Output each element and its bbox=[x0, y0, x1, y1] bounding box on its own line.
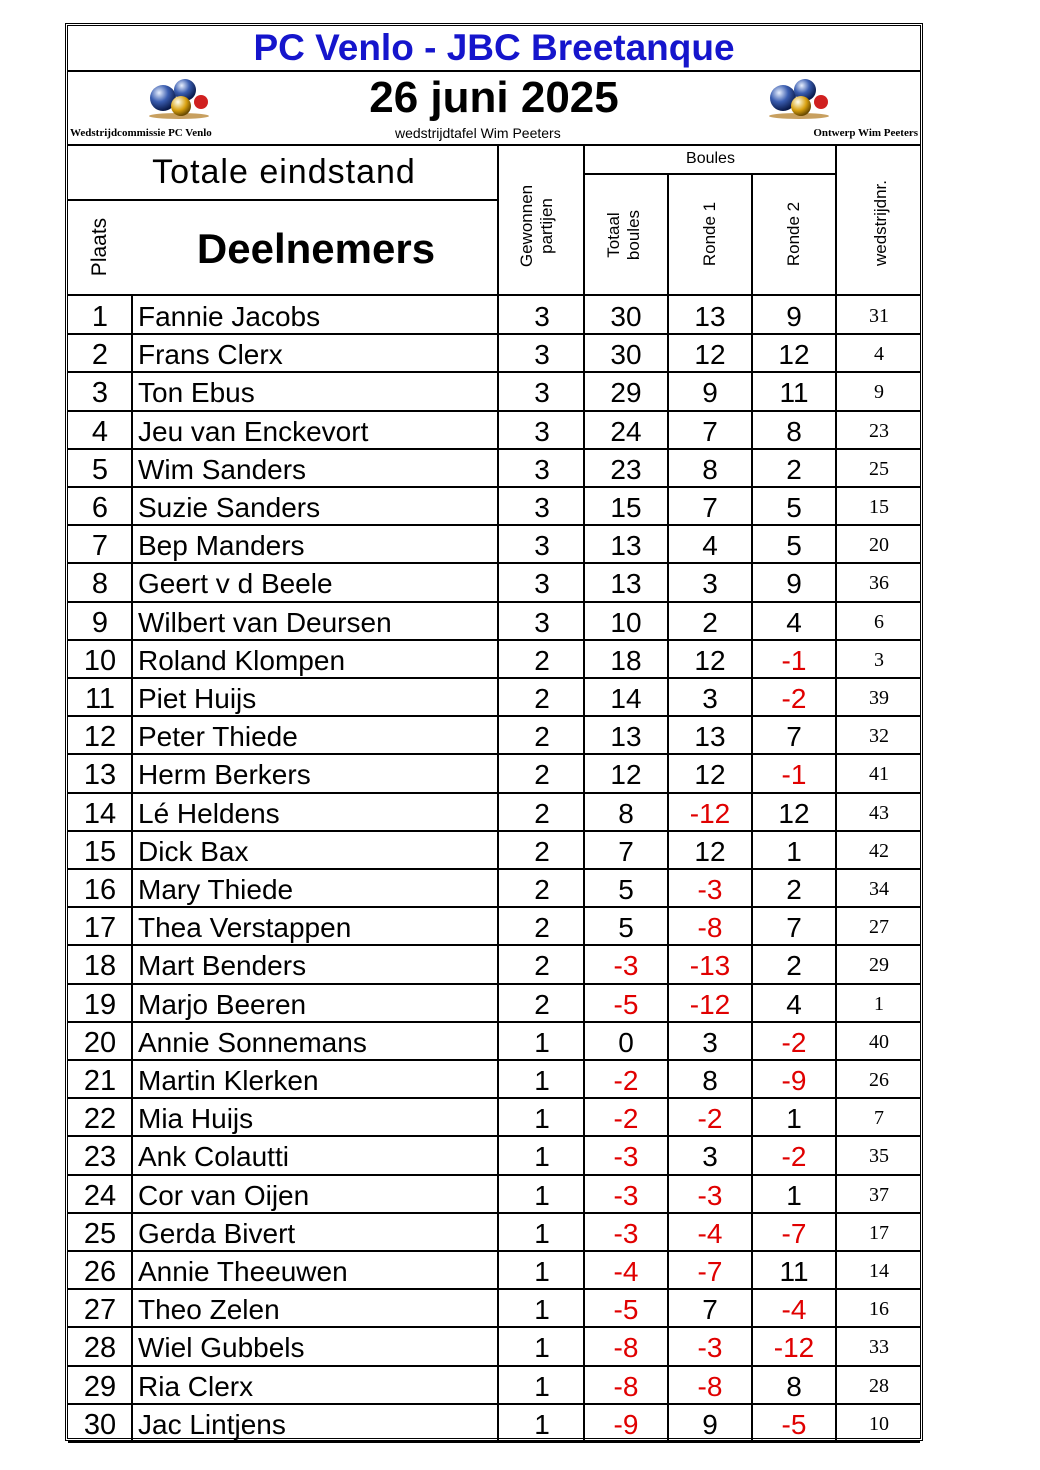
round2-cell: -2 bbox=[781, 1141, 807, 1173]
round1-cell: 3 bbox=[702, 1026, 718, 1058]
won-cell: 3 bbox=[534, 492, 550, 523]
match-number-cell: 4 bbox=[874, 343, 884, 366]
place-cell: 10 bbox=[83, 644, 117, 677]
match-number-cell: 36 bbox=[869, 572, 889, 595]
table-row bbox=[68, 563, 920, 601]
match-number-cell: 23 bbox=[869, 419, 889, 442]
table-row bbox=[68, 1213, 920, 1251]
name-cell: Annie Sonnemans bbox=[138, 1026, 367, 1058]
place-cell: 1 bbox=[91, 301, 109, 333]
header-divider bbox=[68, 144, 920, 146]
round2-cell: 7 bbox=[786, 912, 802, 944]
name-cell: Wiel Gubbels bbox=[138, 1332, 305, 1364]
name-cell: Thea Verstappen bbox=[138, 912, 352, 944]
place-cell: 22 bbox=[83, 1103, 117, 1136]
round2-cell: 5 bbox=[786, 492, 802, 523]
page-title: PC Venlo - JBC Breetanque bbox=[68, 26, 920, 72]
table-row bbox=[68, 869, 920, 907]
place-cell: 20 bbox=[83, 1026, 117, 1059]
table-row bbox=[68, 640, 920, 678]
name-cell: Fannie Jacobs bbox=[138, 301, 321, 332]
table-row bbox=[68, 831, 920, 869]
round2-cell: -9 bbox=[781, 1065, 807, 1096]
match-number-cell: 27 bbox=[869, 916, 889, 939]
round1-cell: 4 bbox=[702, 530, 718, 562]
won-cell: 3 bbox=[534, 453, 550, 485]
round2-cell: 1 bbox=[786, 1179, 802, 1211]
won-cell: 2 bbox=[534, 912, 550, 944]
gewonnen-label: Gewonnen bbox=[517, 184, 536, 268]
table-row bbox=[68, 296, 920, 334]
name-cell: Mart Benders bbox=[138, 950, 307, 982]
match-number-cell: 42 bbox=[869, 839, 889, 862]
won-cell: 2 bbox=[534, 644, 550, 676]
total-boules-cell: -8 bbox=[613, 1370, 639, 1402]
round2-cell: -1 bbox=[781, 759, 807, 791]
round2-cell: 8 bbox=[786, 415, 802, 447]
total-boules-cell: 5 bbox=[618, 912, 634, 944]
round1-cell: 2 bbox=[702, 606, 718, 638]
round2-cell: -2 bbox=[781, 683, 807, 714]
won-cell: 3 bbox=[534, 415, 550, 447]
round1-cell: 12 bbox=[694, 644, 726, 676]
match-number-cell: 17 bbox=[869, 1221, 889, 1244]
place-cell: 4 bbox=[91, 415, 109, 448]
match-number-cell: 40 bbox=[869, 1030, 889, 1053]
round1-cell: 8 bbox=[702, 1065, 718, 1096]
won-cell: 1 bbox=[534, 1065, 550, 1096]
won-cell: 1 bbox=[534, 1332, 550, 1364]
name-cell: Ton Ebus bbox=[138, 377, 255, 409]
match-number-cell: 34 bbox=[869, 878, 889, 900]
name-cell: Roland Klompen bbox=[138, 644, 346, 676]
match-number-cell: 1 bbox=[874, 992, 884, 1015]
round2-cell: 8 bbox=[786, 1370, 802, 1402]
total-boules-cell: -2 bbox=[613, 1065, 639, 1096]
round2-cell: -12 bbox=[773, 1332, 815, 1364]
won-cell: 1 bbox=[534, 1294, 550, 1326]
won-cell: 1 bbox=[534, 1217, 550, 1249]
place-cell: 11 bbox=[84, 683, 116, 715]
total-boules-cell: 5 bbox=[618, 874, 634, 905]
totaal-label: Totaal bbox=[604, 212, 623, 258]
total-boules-cell: -2 bbox=[613, 1103, 639, 1135]
place-cell: 7 bbox=[91, 530, 109, 563]
total-boules-cell: 15 bbox=[610, 492, 642, 523]
round1-cell: 8 bbox=[702, 453, 718, 485]
match-number-cell: 14 bbox=[869, 1260, 889, 1282]
total-boules-cell: -8 bbox=[613, 1332, 639, 1364]
match-number-cell: 33 bbox=[869, 1336, 889, 1359]
name-cell: Ria Clerx bbox=[138, 1370, 254, 1402]
place-cell: 12 bbox=[83, 721, 117, 754]
design-note: Ontwerp Wim Peeters bbox=[813, 127, 918, 139]
committee-note: Wedstrijdcommissie PC Venlo bbox=[70, 127, 212, 139]
table-row bbox=[68, 1022, 920, 1060]
round2-cell: 4 bbox=[786, 988, 802, 1020]
name-cell: Ank Colautti bbox=[138, 1141, 289, 1173]
round2-cell: 7 bbox=[786, 721, 802, 753]
won-cell: 2 bbox=[534, 683, 550, 714]
match-number-cell: 35 bbox=[869, 1145, 889, 1168]
ronde1-header: Ronde 1 bbox=[700, 201, 719, 267]
total-boules-cell: 12 bbox=[610, 759, 642, 791]
place-cell: 9 bbox=[91, 606, 109, 639]
gewonnen-header bbox=[517, 158, 561, 294]
match-number-cell: 9 bbox=[874, 381, 884, 404]
round1-cell: -2 bbox=[697, 1103, 723, 1135]
round1-cell: 9 bbox=[702, 377, 718, 409]
event-date: 26 juni 2025 bbox=[369, 73, 619, 122]
place-cell: 28 bbox=[83, 1332, 117, 1365]
name-cell: Dick Bax bbox=[138, 835, 249, 867]
match-number-cell: 39 bbox=[869, 687, 889, 709]
round2-cell: 4 bbox=[786, 606, 802, 638]
round1-cell: 12 bbox=[694, 339, 726, 371]
round2-cell: 9 bbox=[786, 301, 802, 332]
row-divider bbox=[68, 1441, 920, 1443]
name-cell: Frans Clerx bbox=[138, 339, 283, 371]
round1-cell: 3 bbox=[702, 683, 718, 714]
total-boules-cell: 8 bbox=[618, 797, 634, 829]
match-number-cell: 20 bbox=[869, 534, 889, 557]
name-cell: Mary Thiede bbox=[138, 874, 294, 905]
table-row bbox=[68, 334, 920, 372]
match-number-cell: 15 bbox=[869, 496, 889, 518]
name-cell: Bep Manders bbox=[138, 530, 305, 562]
round2-cell: 2 bbox=[786, 453, 802, 485]
won-cell: 1 bbox=[534, 1179, 550, 1211]
match-number-cell: 31 bbox=[869, 305, 889, 327]
match-number-cell: 16 bbox=[869, 1298, 889, 1321]
round1-cell: 12 bbox=[694, 835, 726, 867]
total-boules-cell: 7 bbox=[618, 835, 634, 867]
won-cell: 2 bbox=[534, 721, 550, 753]
match-number-cell: 32 bbox=[869, 725, 889, 748]
match-number-cell: 43 bbox=[869, 801, 889, 824]
round2-cell: 9 bbox=[786, 568, 802, 600]
place-cell: 18 bbox=[83, 950, 117, 983]
total-boules-cell: -5 bbox=[613, 1294, 639, 1326]
round1-cell: -7 bbox=[697, 1256, 723, 1287]
name-cell: Jeu van Enckevort bbox=[138, 415, 369, 447]
round2-cell: 1 bbox=[786, 1103, 802, 1135]
total-boules-cell: 0 bbox=[618, 1026, 634, 1058]
match-number-cell: 7 bbox=[874, 1107, 884, 1130]
match-number-cell: 25 bbox=[869, 457, 889, 480]
round1-cell: -12 bbox=[689, 797, 731, 829]
table-row bbox=[68, 716, 920, 754]
totaal-boules-header bbox=[604, 179, 648, 291]
name-cell: Wim Sanders bbox=[138, 453, 307, 485]
place-cell: 15 bbox=[83, 835, 117, 868]
won-cell: 3 bbox=[534, 568, 550, 600]
name-cell: Suzie Sanders bbox=[138, 492, 321, 523]
round2-cell: 1 bbox=[786, 835, 802, 867]
match-number-cell: 28 bbox=[869, 1374, 889, 1397]
won-cell: 2 bbox=[534, 797, 550, 829]
name-cell: Peter Thiede bbox=[138, 721, 298, 753]
won-cell: 2 bbox=[534, 988, 550, 1020]
name-cell: Marjo Beeren bbox=[138, 988, 307, 1020]
table-row bbox=[68, 984, 920, 1022]
table-row bbox=[68, 754, 920, 792]
place-cell: 30 bbox=[83, 1408, 117, 1441]
round1-cell: -3 bbox=[697, 1179, 723, 1211]
total-boules-cell: -3 bbox=[613, 1217, 639, 1249]
place-cell: 29 bbox=[83, 1370, 117, 1403]
table-row bbox=[68, 525, 920, 563]
won-cell: 3 bbox=[534, 301, 550, 332]
total-boules-cell: -4 bbox=[613, 1256, 639, 1287]
name-cell: Lé Heldens bbox=[138, 797, 280, 829]
name-cell: Herm Berkers bbox=[138, 759, 311, 791]
total-boules-cell: 30 bbox=[610, 301, 642, 332]
place-cell: 21 bbox=[83, 1065, 117, 1097]
total-boules-cell: 14 bbox=[610, 683, 642, 714]
boules-divider bbox=[584, 173, 836, 175]
table-row bbox=[68, 449, 920, 487]
match-number-cell: 26 bbox=[869, 1069, 889, 1091]
total-boules-cell: 29 bbox=[610, 377, 642, 409]
round1-cell: 3 bbox=[702, 1141, 718, 1173]
table-row bbox=[68, 411, 920, 449]
won-cell: 1 bbox=[534, 1103, 550, 1135]
round1-cell: -8 bbox=[697, 1370, 723, 1402]
place-cell: 25 bbox=[83, 1217, 117, 1250]
table-row bbox=[68, 793, 920, 831]
table-row bbox=[68, 945, 920, 983]
place-cell: 26 bbox=[83, 1256, 117, 1288]
total-boules-cell: 13 bbox=[610, 568, 642, 600]
place-cell: 24 bbox=[83, 1179, 117, 1212]
match-number-cell: 6 bbox=[874, 610, 884, 633]
total-boules-cell: -5 bbox=[613, 988, 639, 1020]
totale-divider bbox=[68, 199, 498, 201]
table-row bbox=[68, 1404, 920, 1442]
round1-cell: 7 bbox=[702, 1294, 718, 1326]
won-cell: 1 bbox=[534, 1408, 550, 1440]
name-cell: Annie Theeuwen bbox=[138, 1256, 348, 1287]
place-cell: 8 bbox=[91, 568, 109, 601]
match-number-cell: 3 bbox=[874, 648, 884, 671]
place-cell: 19 bbox=[83, 988, 117, 1021]
table-row bbox=[68, 1327, 920, 1365]
name-cell: Jac Lintjens bbox=[138, 1408, 286, 1440]
round2-cell: -4 bbox=[781, 1294, 807, 1326]
total-boules-cell: 10 bbox=[610, 606, 642, 638]
round1-cell: 7 bbox=[702, 492, 718, 523]
total-boules-cell: -3 bbox=[613, 1179, 639, 1211]
table-row bbox=[68, 1136, 920, 1174]
name-cell: Gerda Bivert bbox=[138, 1217, 296, 1249]
round2-cell: 12 bbox=[778, 797, 810, 829]
boules-header: Boules bbox=[686, 150, 735, 167]
total-boules-cell: -3 bbox=[613, 950, 639, 982]
totale-eindstand-label: Totale eindstand bbox=[152, 153, 416, 191]
won-cell: 1 bbox=[534, 1256, 550, 1287]
place-cell: 14 bbox=[83, 797, 117, 830]
total-boules-cell: 30 bbox=[610, 339, 642, 371]
table-row bbox=[68, 1175, 920, 1213]
name-cell: Mia Huijs bbox=[138, 1103, 254, 1135]
round2-cell: 2 bbox=[786, 874, 802, 905]
table-row bbox=[68, 1366, 920, 1404]
table-row bbox=[68, 1251, 920, 1289]
round2-cell: -7 bbox=[781, 1217, 807, 1249]
name-cell: Piet Huijs bbox=[138, 683, 257, 714]
table-note: wedstrijdtafel Wim Peeters bbox=[395, 125, 561, 141]
table-row bbox=[68, 1060, 920, 1098]
match-number-cell: 37 bbox=[869, 1183, 889, 1206]
won-cell: 2 bbox=[534, 835, 550, 867]
table-row bbox=[68, 372, 920, 410]
deelnemers-header: Deelnemers bbox=[196, 225, 436, 272]
won-cell: 3 bbox=[534, 606, 550, 638]
won-cell: 1 bbox=[534, 1026, 550, 1058]
round1-cell: -3 bbox=[697, 874, 723, 905]
round1-cell: -3 bbox=[697, 1332, 723, 1364]
round1-cell: 3 bbox=[702, 568, 718, 600]
place-cell: 2 bbox=[91, 339, 109, 372]
wedstrijdnr-header: wedstrijdnr. bbox=[871, 180, 890, 266]
round1-cell: 13 bbox=[694, 721, 726, 753]
place-cell: 13 bbox=[83, 759, 117, 792]
round2-cell: 5 bbox=[786, 530, 802, 562]
total-boules-cell: -9 bbox=[613, 1408, 639, 1440]
table-row bbox=[68, 1289, 920, 1327]
place-cell: 16 bbox=[83, 874, 117, 906]
table-row bbox=[68, 1098, 920, 1136]
place-cell: 17 bbox=[83, 912, 117, 945]
round2-cell: 11 bbox=[779, 377, 809, 409]
won-cell: 2 bbox=[534, 950, 550, 982]
round1-cell: 12 bbox=[694, 759, 726, 791]
name-cell: Cor van Oijen bbox=[138, 1179, 310, 1211]
round1-cell: -12 bbox=[689, 988, 731, 1020]
round1-cell: -13 bbox=[689, 950, 731, 982]
name-cell: Theo Zelen bbox=[138, 1294, 280, 1326]
plaats-header: Plaats bbox=[88, 217, 111, 277]
place-cell: 23 bbox=[83, 1141, 117, 1174]
table-row bbox=[68, 602, 920, 640]
total-boules-cell: 23 bbox=[610, 453, 642, 485]
table-row bbox=[68, 487, 920, 525]
total-boules-cell: -3 bbox=[613, 1141, 639, 1173]
round2-cell: -2 bbox=[781, 1026, 807, 1058]
name-cell: Martin Klerken bbox=[138, 1065, 319, 1096]
place-cell: 27 bbox=[83, 1294, 117, 1327]
place-cell: 5 bbox=[91, 453, 109, 486]
name-cell: Geert v d Beele bbox=[138, 568, 333, 600]
match-number-cell: 29 bbox=[869, 954, 889, 977]
round2-cell: 12 bbox=[778, 339, 810, 371]
round2-cell: -5 bbox=[781, 1408, 807, 1440]
total-boules-cell: 18 bbox=[610, 644, 642, 676]
round2-cell: 11 bbox=[779, 1256, 809, 1287]
round2-cell: -1 bbox=[781, 644, 807, 676]
won-cell: 1 bbox=[534, 1370, 550, 1402]
total-boules-cell: 24 bbox=[610, 415, 642, 447]
won-cell: 3 bbox=[534, 530, 550, 562]
boules-label: boules bbox=[624, 209, 643, 261]
place-cell: 6 bbox=[91, 492, 109, 524]
round2-cell: 2 bbox=[786, 950, 802, 982]
match-number-cell: 41 bbox=[869, 763, 889, 786]
table-row bbox=[68, 678, 920, 716]
place-cell: 3 bbox=[91, 377, 109, 410]
round1-cell: -4 bbox=[697, 1217, 723, 1249]
round1-cell: 13 bbox=[694, 301, 726, 332]
total-boules-cell: 13 bbox=[610, 721, 642, 753]
match-number-cell: 10 bbox=[869, 1412, 889, 1435]
total-boules-cell: 13 bbox=[610, 530, 642, 562]
round1-cell: 9 bbox=[702, 1408, 718, 1440]
won-cell: 2 bbox=[534, 759, 550, 791]
partijen-label: partijen bbox=[537, 198, 556, 254]
table-row bbox=[68, 907, 920, 945]
won-cell: 3 bbox=[534, 377, 550, 409]
round1-cell: -8 bbox=[697, 912, 723, 944]
won-cell: 1 bbox=[534, 1141, 550, 1173]
won-cell: 3 bbox=[534, 339, 550, 371]
won-cell: 2 bbox=[534, 874, 550, 905]
ronde2-header: Ronde 2 bbox=[784, 201, 803, 267]
name-cell: Wilbert van Deursen bbox=[138, 606, 392, 638]
round1-cell: 7 bbox=[702, 415, 718, 447]
